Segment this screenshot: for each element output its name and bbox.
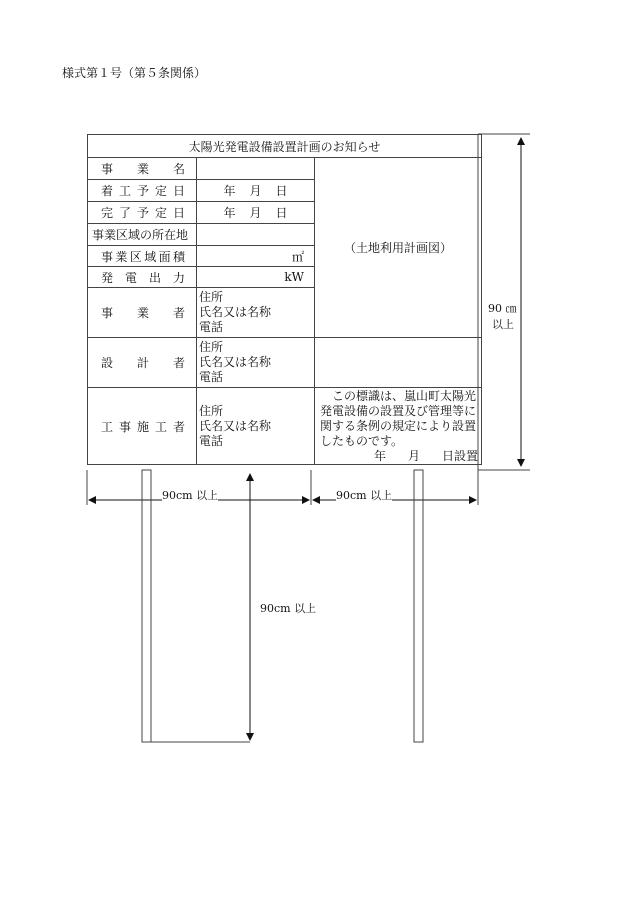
height-label [488,300,517,332]
phone-label: 電話 [199,320,224,334]
name-label: 氏名又は名称 [199,305,272,319]
label-start-date: 着工予定日 [88,180,197,202]
label-end-date: 完了予定日 [88,202,197,224]
right-post [414,470,423,742]
left-post [142,470,151,742]
label-operator: 事業者 [88,288,197,338]
value-area: ㎡ [197,246,315,267]
notice-date-year: 年 [373,449,386,463]
label-designer: 設計者 [88,338,197,388]
width-label-left: 90cm 以上 [162,489,219,502]
date-day: 日 [275,206,288,220]
height-label-value: 90 ㎝ [488,302,517,315]
name-label: 氏名又は名称 [199,418,272,433]
date-month: 月 [249,184,262,198]
notice-line-4: したものです。 [320,434,404,448]
value-output: kW [197,267,315,288]
form-label: 様式第１号（第５条関係） [62,66,207,80]
label-location: 事業区域の所在地 [88,224,197,246]
notice-line-3: 関する条例の規定により設置 [320,419,477,433]
notice-line-1: この標識は、嵐山町太陽光 [332,389,477,403]
phone-label: 電話 [199,433,224,448]
notice-date-month: 月 [407,449,420,463]
height-label-suffix: 以上 [492,318,514,331]
address-label: 住所 [199,403,224,418]
name-label: 氏名又は名称 [199,355,272,369]
date-day: 日 [275,184,288,198]
sign-title: 太陽光発電設備設置計画のお知らせ [88,135,482,158]
phone-label: 電話 [199,370,224,384]
date-year: 年 [223,184,236,198]
notice-date-day: 日設置 [441,449,478,463]
address-label: 住所 [199,340,224,354]
label-business-name: 事 業 名 [88,158,197,180]
width-label-right: 90cm 以上 [336,489,393,502]
post-height-label: 90cm 以上 [260,602,317,615]
date-month: 月 [249,206,262,220]
date-year: 年 [223,206,236,220]
address-label: 住所 [199,290,224,304]
map-label: （土地利用計画図） [343,241,452,255]
label-output: 発電出力 [88,267,197,288]
notice-line-2: 発電設備の設置及び管理等に [320,404,477,418]
label-area: 事業区域面積 [88,246,197,267]
label-contractor: 工事施工者 [88,388,197,465]
